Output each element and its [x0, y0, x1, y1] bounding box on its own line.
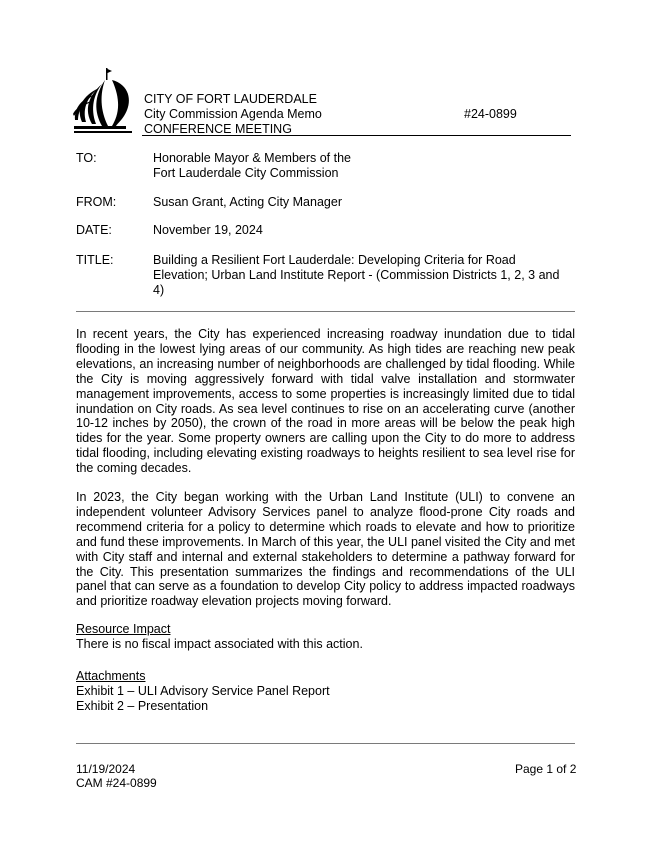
to-label: TO: — [76, 151, 97, 165]
header-meeting-type: CONFERENCE MEETING — [144, 122, 292, 136]
body-paragraph-1: In recent years, the City has experienced increasing roadway inundation due to tidal flooding in the lowest lying areas of our community. As high tides are reaching new peak elevations, an increasing number of neighborhoods are challenged by tidal flooding. While the City is moving aggressively forward with tidal valve installation and stormwater management improvements, access to some properties is increasingly limited due to tidal inundation on City roads. As sea level continues to rise on an accelerating curve (another 10-12 inches by 2050), the crown of the road in more areas will be below the peak high tides for the year. Some property owners are calling upon the City to do more to address tidal flooding, including elevating existing roadways to heights resilient to sea level rise for the coming decades. — [76, 327, 575, 476]
footer-date: 11/19/2024 — [76, 762, 136, 776]
footer-divider — [76, 743, 575, 744]
date-label: DATE: — [76, 223, 112, 237]
attachment-item-1: Exhibit 1 – ULI Advisory Service Panel Report — [76, 684, 330, 698]
footer-page-number: Page 1 of 2 — [515, 762, 577, 776]
title-divider — [76, 311, 575, 312]
date-value: November 19, 2024 — [153, 223, 263, 237]
to-recipient-line2: Fort Lauderdale City Commission — [153, 166, 339, 180]
body-paragraph-2: In 2023, the City began working with the Urban Land Institute (ULI) to convene an independent volunteer Advisory Services panel to analyze flood-prone City roads and recommend criteria for a policy to determine which roads to elevate and how to prioritize and fund these improvements. In March of this year, the ULI panel visited the City and met with City staff and internal and external stakeholders to determine a pathway forward for the City. This presentation summarizes the findings and recommendations of the ULI panel that can serve as a foundation to develop City policy to address impacted roadways and prioritize roadway elevation projects moving forward. — [76, 490, 575, 609]
header-memo-type: City Commission Agenda Memo — [144, 107, 322, 121]
to-recipient-line1: Honorable Mayor & Members of the — [153, 151, 352, 165]
resource-impact-heading: Resource Impact — [76, 622, 171, 636]
header-city: CITY OF FORT LAUDERDALE — [144, 92, 317, 106]
attachment-item-2: Exhibit 2 – Presentation — [76, 699, 209, 713]
from-value: Susan Grant, Acting City Manager — [153, 195, 342, 209]
resource-impact-text: There is no fiscal impact associated with this action. — [76, 637, 363, 651]
header-rule — [142, 135, 571, 136]
city-seal-logo — [72, 66, 138, 136]
title-label: TITLE: — [76, 253, 114, 267]
title-value: Building a Resilient Fort Lauderdale: Developing Criteria for Road Elevation; Urban Land Institute Report - (Commission Districts 1, 2, 3 and 4) — [153, 253, 560, 297]
from-label: FROM: — [76, 195, 117, 209]
memo-number: #24-0899 — [464, 107, 517, 121]
attachments-heading: Attachments — [76, 669, 146, 683]
footer-cam-number: CAM #24-0899 — [76, 776, 157, 790]
